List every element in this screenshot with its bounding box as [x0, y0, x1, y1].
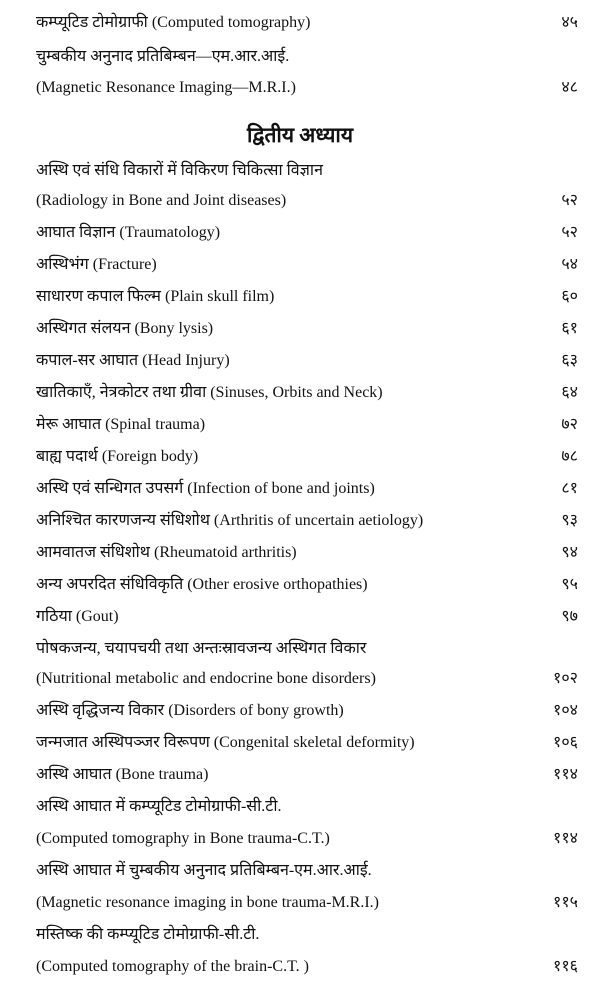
toc-entry — [36, 794, 578, 820]
toc-entry-title: बाह्य पदार्थ (Foreign body) — [36, 448, 199, 465]
toc-entry-page: ५२ — [561, 192, 578, 209]
chapter-heading: द्वितीय अध्याय — [246, 123, 354, 147]
toc-entry-page: ४८ — [561, 79, 578, 96]
toc-entry-title: गठिया (Gout) — [36, 608, 119, 625]
toc-entry-title: मेरू आघात (Spinal trauma) — [36, 416, 206, 433]
toc-entry-title: अस्थि आघात (Bone trauma) — [36, 766, 209, 783]
toc-entry — [36, 666, 578, 692]
toc-entry-title: आमवातज संधिशोथ (Rheumatoid arthritis) — [36, 544, 297, 561]
toc-entry-page: ८१ — [561, 480, 578, 497]
toc-entry-page: ११४ — [553, 830, 578, 847]
toc-entry — [36, 75, 578, 101]
toc-entry-title: अस्थि एवं संधि विकारों में विकिरण चिकित्सा विज्ञान — [36, 162, 323, 179]
toc-entry — [36, 762, 578, 788]
toc-entry-title: कपाल-सर आघात (Head Injury) — [36, 352, 230, 369]
toc-entry-title: (Computed tomography in Bone trauma-C.T.) — [36, 830, 330, 847]
toc-entry — [36, 922, 578, 948]
toc-entry — [36, 954, 578, 980]
toc-entry-page: १०६ — [553, 734, 578, 751]
toc-entry-title: अस्थि आघात में कम्प्यूटिड टोमोग्राफी-सी.टी. — [36, 798, 282, 815]
toc-entry — [36, 252, 578, 278]
toc-entry — [36, 540, 578, 566]
toc-entry — [36, 348, 578, 374]
toc-entry-page: ६३ — [561, 352, 578, 369]
toc-entry-title: अन्य अपरदित संधिविकृति (Other erosive orthopathies) — [36, 576, 368, 593]
toc-entry-title: (Magnetic resonance imaging in bone trauma-M.R.I.) — [36, 894, 379, 911]
toc-entry-title: खातिकाएँ, नेत्रकोटर तथा ग्रीवा (Sinuses, Orbits and Neck) — [36, 384, 383, 401]
toc-entry-page: ९४ — [561, 544, 578, 561]
toc-entry-title: आघात विज्ञान (Traumatology) — [36, 224, 221, 241]
toc-entry-page: ७२ — [561, 416, 578, 433]
toc-entry — [36, 380, 578, 406]
toc-entry-page: ११६ — [553, 958, 578, 975]
toc-entry-page: ५४ — [561, 256, 578, 273]
toc-entry-title: जन्मजात अस्थिपञ्जर विरूपण (Congenital skeletal deformity) — [36, 734, 415, 751]
toc-entry-title: (Magnetic Resonance Imaging—M.R.I.) — [36, 79, 296, 96]
toc-entry-title: साधारण कपाल फिल्म (Plain skull film) — [36, 288, 275, 305]
toc-entry — [36, 158, 578, 184]
toc-entry-page: ५२ — [561, 224, 578, 241]
toc-entry — [36, 44, 578, 70]
toc-entry-page: ९५ — [561, 576, 578, 593]
toc-entry — [36, 572, 578, 598]
toc-entry-title: अस्थि वृद्धिजन्य विकार (Disorders of bony growth) — [36, 702, 344, 719]
toc-entry — [36, 284, 578, 310]
toc-entry-title: चुम्बकीय अनुनाद प्रतिबिम्बन—एम.आर.आई. — [36, 48, 290, 65]
toc-entry-title: पोषकजन्य, चयापचयी तथा अन्तःस्रावजन्य अस्थिगत विकार — [36, 640, 367, 657]
toc-entry — [36, 698, 578, 724]
toc-entry-title: अस्थि एवं सन्धिगत उपसर्ग (Infection of bone and joints) — [36, 480, 375, 497]
toc-entry-page: ११४ — [553, 766, 578, 783]
toc-entry-page: ७८ — [561, 448, 578, 465]
toc-entry — [36, 316, 578, 342]
toc-entry-title: कम्प्यूटिड टोमोग्राफी (Computed tomography) — [36, 14, 311, 31]
toc-entry — [36, 604, 578, 630]
toc-entry — [36, 476, 578, 502]
toc-entry — [36, 636, 578, 662]
toc-entry-title: मस्तिष्क की कम्प्यूटिड टोमोग्राफी-सी.टी. — [36, 926, 260, 943]
toc-entry — [36, 890, 578, 916]
toc-entry — [36, 220, 578, 246]
toc-entry-title: (Radiology in Bone and Joint diseases) — [36, 192, 287, 209]
toc-entry-page: ६० — [561, 288, 578, 305]
toc-entry-page: ९७ — [561, 608, 578, 625]
toc-entry-title: अनिश्चित कारणजन्य संधिशोथ (Arthritis of uncertain aetiology) — [36, 512, 424, 529]
toc-entry — [36, 508, 578, 534]
toc-entry-page: ११५ — [553, 894, 578, 911]
toc-entry-page: ४५ — [561, 14, 578, 31]
toc-entry-page: ६४ — [561, 384, 578, 401]
toc-entry — [36, 730, 578, 756]
toc-entry — [36, 826, 578, 852]
toc-entry — [36, 188, 578, 214]
toc-entry — [36, 412, 578, 438]
toc-entry — [36, 10, 578, 36]
toc-entry-title: अस्थिभंग (Fracture) — [36, 256, 157, 273]
toc-entry-title: (Nutritional metabolic and endocrine bone disorders) — [36, 670, 376, 687]
toc-entry-page: १०२ — [553, 670, 578, 687]
toc-entry — [36, 858, 578, 884]
toc-entry-page: ६१ — [561, 320, 578, 337]
toc-entry-title: अस्थि आघात में चुम्बकीय अनुनाद प्रतिबिम्बन-एम.आर.आई. — [36, 862, 372, 879]
toc-entry — [36, 444, 578, 470]
toc-entry-page: ९३ — [561, 512, 578, 529]
toc-entry-title: अस्थिगत संलयन (Bony lysis) — [36, 320, 214, 337]
toc-entry-title: (Computed tomography of the brain-C.T. ) — [36, 958, 309, 975]
toc-entry-page: १०४ — [553, 702, 578, 719]
